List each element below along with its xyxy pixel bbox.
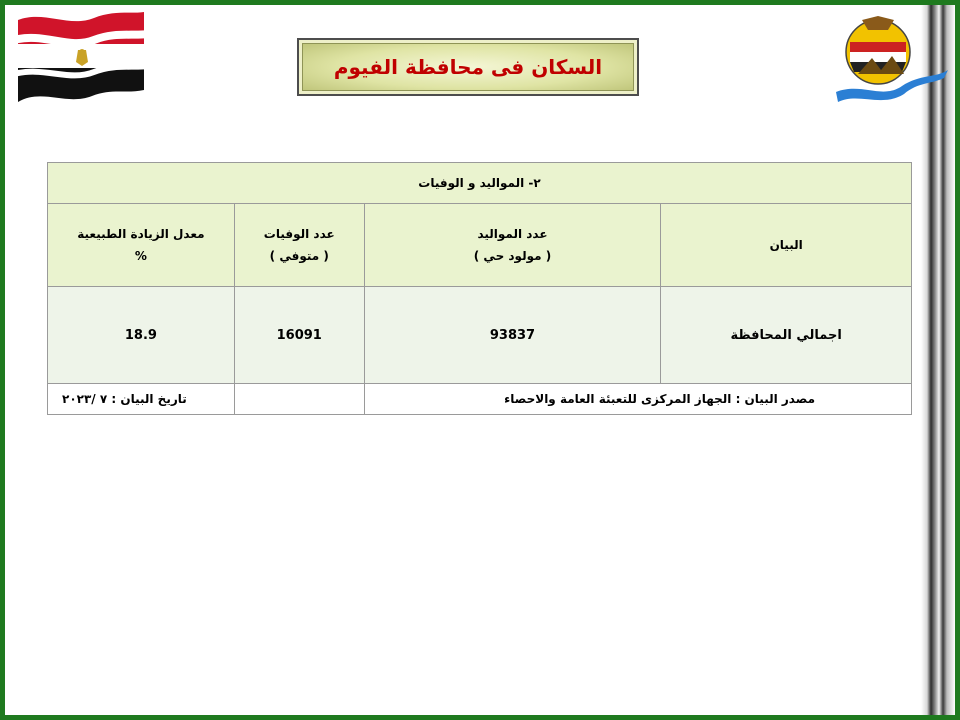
header-rate-unit: %	[134, 249, 147, 263]
header-rate-label: معدل الزيادة الطبيعية	[77, 227, 205, 241]
cell-rate: 18.9	[48, 287, 235, 384]
fayoum-governorate-emblem-icon	[832, 12, 950, 104]
header-item-label: البيان	[769, 238, 803, 252]
header-births-sublabel: ( مولود حي )	[473, 249, 552, 263]
header-rate	[48, 204, 235, 287]
header-births-label: عدد المواليد	[477, 227, 548, 241]
header-item	[661, 204, 912, 287]
cell-item: اجمالي المحافظة	[661, 287, 912, 384]
decorative-side-stripe	[921, 5, 955, 715]
births-deaths-table	[47, 162, 912, 415]
table-caption-row	[48, 163, 912, 204]
egypt-flag-icon	[14, 10, 148, 104]
header-deaths-sublabel: ( متوفي )	[269, 249, 329, 263]
source-note: مصدر البيان : الجهاز المركزى للتعبئة العامة والاحصاء	[364, 384, 911, 415]
title-banner	[297, 38, 639, 96]
table-caption: ٢- المواليد و الوفيات	[48, 163, 912, 204]
cell-deaths: 16091	[234, 287, 364, 384]
page-title: السكان فى محافظة الفيوم	[333, 55, 603, 79]
table-header-row	[48, 204, 912, 287]
table-row	[48, 287, 912, 384]
header-deaths	[234, 204, 364, 287]
header-deaths-label: عدد الوفيات	[263, 227, 335, 241]
cell-births: 93837	[364, 287, 661, 384]
header-births	[364, 204, 661, 287]
date-note: تاريخ البيان : ٧ /٢٠٢٣	[48, 384, 235, 415]
table-footer-row	[48, 384, 912, 415]
footer-empty-cell	[234, 384, 364, 415]
